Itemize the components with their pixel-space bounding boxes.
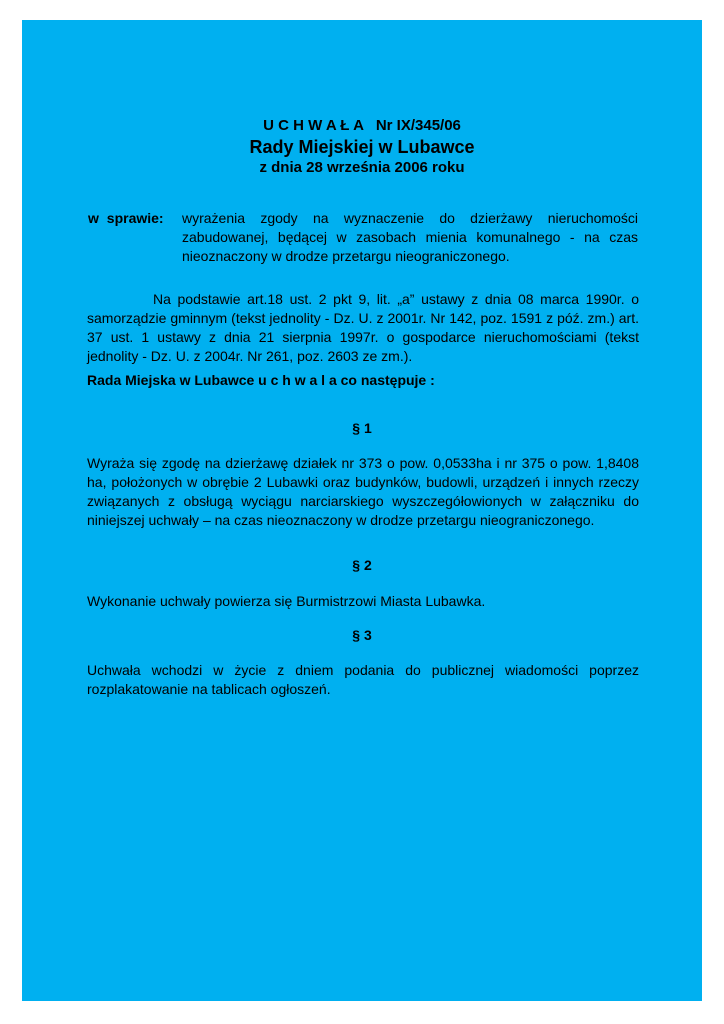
section-1-heading: § 1 <box>352 420 372 436</box>
section-2-text: Wykonanie uchwały powierza się Burmistrzowi Miasta Lubawka. <box>87 593 486 609</box>
council-name: Rady Miejskiej w Lubawce <box>249 137 475 157</box>
resolution-date: z dnia 28 września 2006 roku <box>259 159 465 176</box>
legal-basis: Na podstawie art.18 ust. 2 pkt 9, lit. „a” ustawy z dnia 08 marca 1990r. o samorządzie gminnym (tekst jednolity - Dz. U. z 2001r. Nr 142, poz. 1591 z póź. zm.) art. 37 ust. 1 ustawy z dnia 21 sierpnia 1997r. o gospodarce nieruchomościami (tekst jednolity - Dz. U. z 2004r. Nr 261, poz. 2603 ze zm.). <box>87 291 639 364</box>
section-3-text: Uchwała wchodzi w życie z dniem podania do publicznej wiadomości poprzez rozplakatowanie na tablicach ogłoszeń. <box>87 662 639 697</box>
section-2-heading: § 2 <box>352 557 372 573</box>
document-header <box>22 116 702 178</box>
subject-label: w sprawie: <box>88 210 164 226</box>
subject-text: wyrażenia zgody na wyznaczenie do dzierżawy nieruchomości zabudowanej, będącej w zasobach mienia komunalnego - na czas nieoznaczony w drodze przetargu nieograniczonego. <box>182 210 638 264</box>
section-3-heading: § 3 <box>352 627 372 643</box>
resolution-number: U C H W A Ł A Nr IX/345/06 <box>263 117 461 134</box>
resolution-intro: Rada Miejska w Lubawce u c h w a l a co następuje : <box>87 372 435 388</box>
resolution-subject <box>88 209 638 266</box>
document-page <box>22 20 702 1001</box>
section-1-text: Wyraża się zgodę na dzierżawę działek nr 373 o pow. 0,0533ha i nr 375 o pow. 1,8408 ha, położonych w obrębie 2 Lubawki oraz budynków, budowli, urządzeń i innych rzeczy związanych z obsługą wyciągu narciarskiego wyszczegółowionych w załączniku do niniejszej uchwały – na czas nieoznaczony w drodze przetargu nieograniczonego. <box>87 455 639 528</box>
